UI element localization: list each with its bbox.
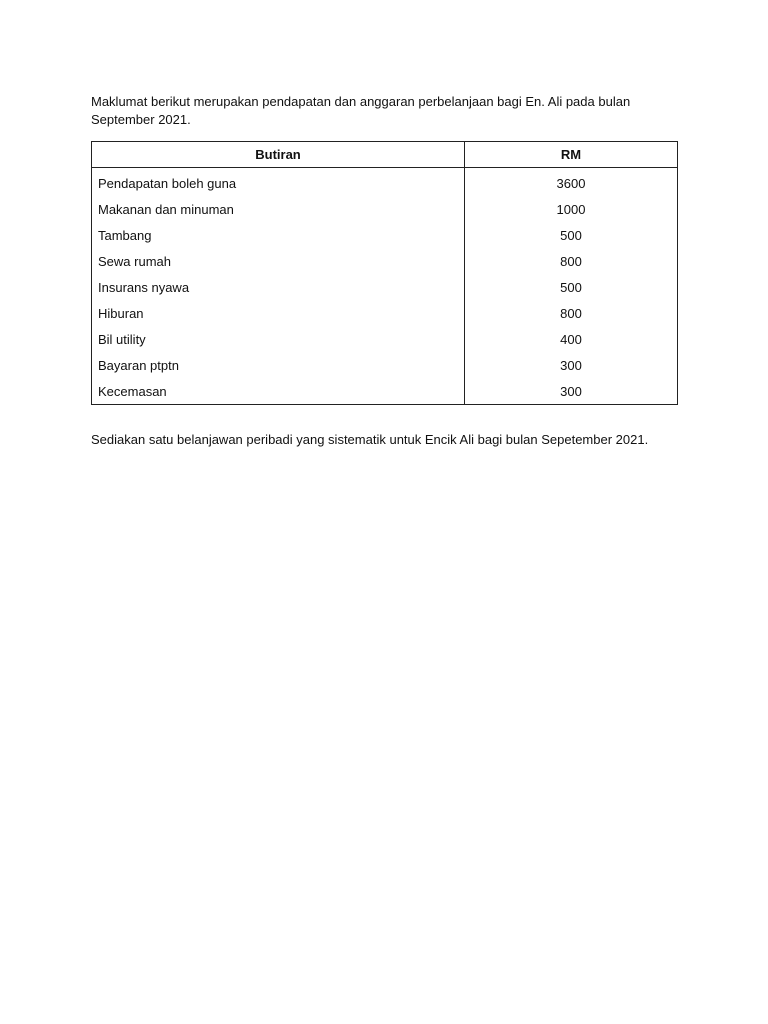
table-row — [92, 326, 678, 352]
table-row — [92, 300, 678, 326]
table-row — [92, 378, 678, 405]
table-row — [92, 248, 678, 274]
table-row — [92, 274, 678, 300]
row-amount: 3600 — [465, 168, 678, 197]
row-item: Kecemasan — [92, 378, 465, 405]
row-amount: 500 — [465, 222, 678, 248]
row-amount: 500 — [465, 274, 678, 300]
row-item: Pendapatan boleh guna — [92, 168, 465, 197]
row-item: Makanan dan minuman — [92, 196, 465, 222]
row-amount: 800 — [465, 248, 678, 274]
table-row — [92, 196, 678, 222]
row-item: Hiburan — [92, 300, 465, 326]
row-item: Bayaran ptptn — [92, 352, 465, 378]
row-amount: 800 — [465, 300, 678, 326]
row-amount: 300 — [465, 378, 678, 405]
header-butiran: Butiran — [92, 142, 465, 168]
row-amount: 300 — [465, 352, 678, 378]
budget-table — [91, 141, 678, 405]
table-header-row — [92, 142, 678, 168]
row-item: Bil utility — [92, 326, 465, 352]
table-row — [92, 222, 678, 248]
instruction-paragraph: Sediakan satu belanjawan peribadi yang sistematik untuk Encik Ali bagi bulan Sepetember 2021. — [91, 432, 649, 447]
header-rm: RM — [465, 142, 678, 168]
table-row — [92, 352, 678, 378]
row-item: Insurans nyawa — [92, 274, 465, 300]
intro-paragraph: Maklumat berikut merupakan pendapatan dan anggaran perbelanjaan bagi En. Ali pada bulan September 2021. — [91, 94, 631, 127]
table-row — [92, 168, 678, 197]
row-amount: 400 — [465, 326, 678, 352]
row-amount: 1000 — [465, 196, 678, 222]
row-item: Tambang — [92, 222, 465, 248]
row-item: Sewa rumah — [92, 248, 465, 274]
